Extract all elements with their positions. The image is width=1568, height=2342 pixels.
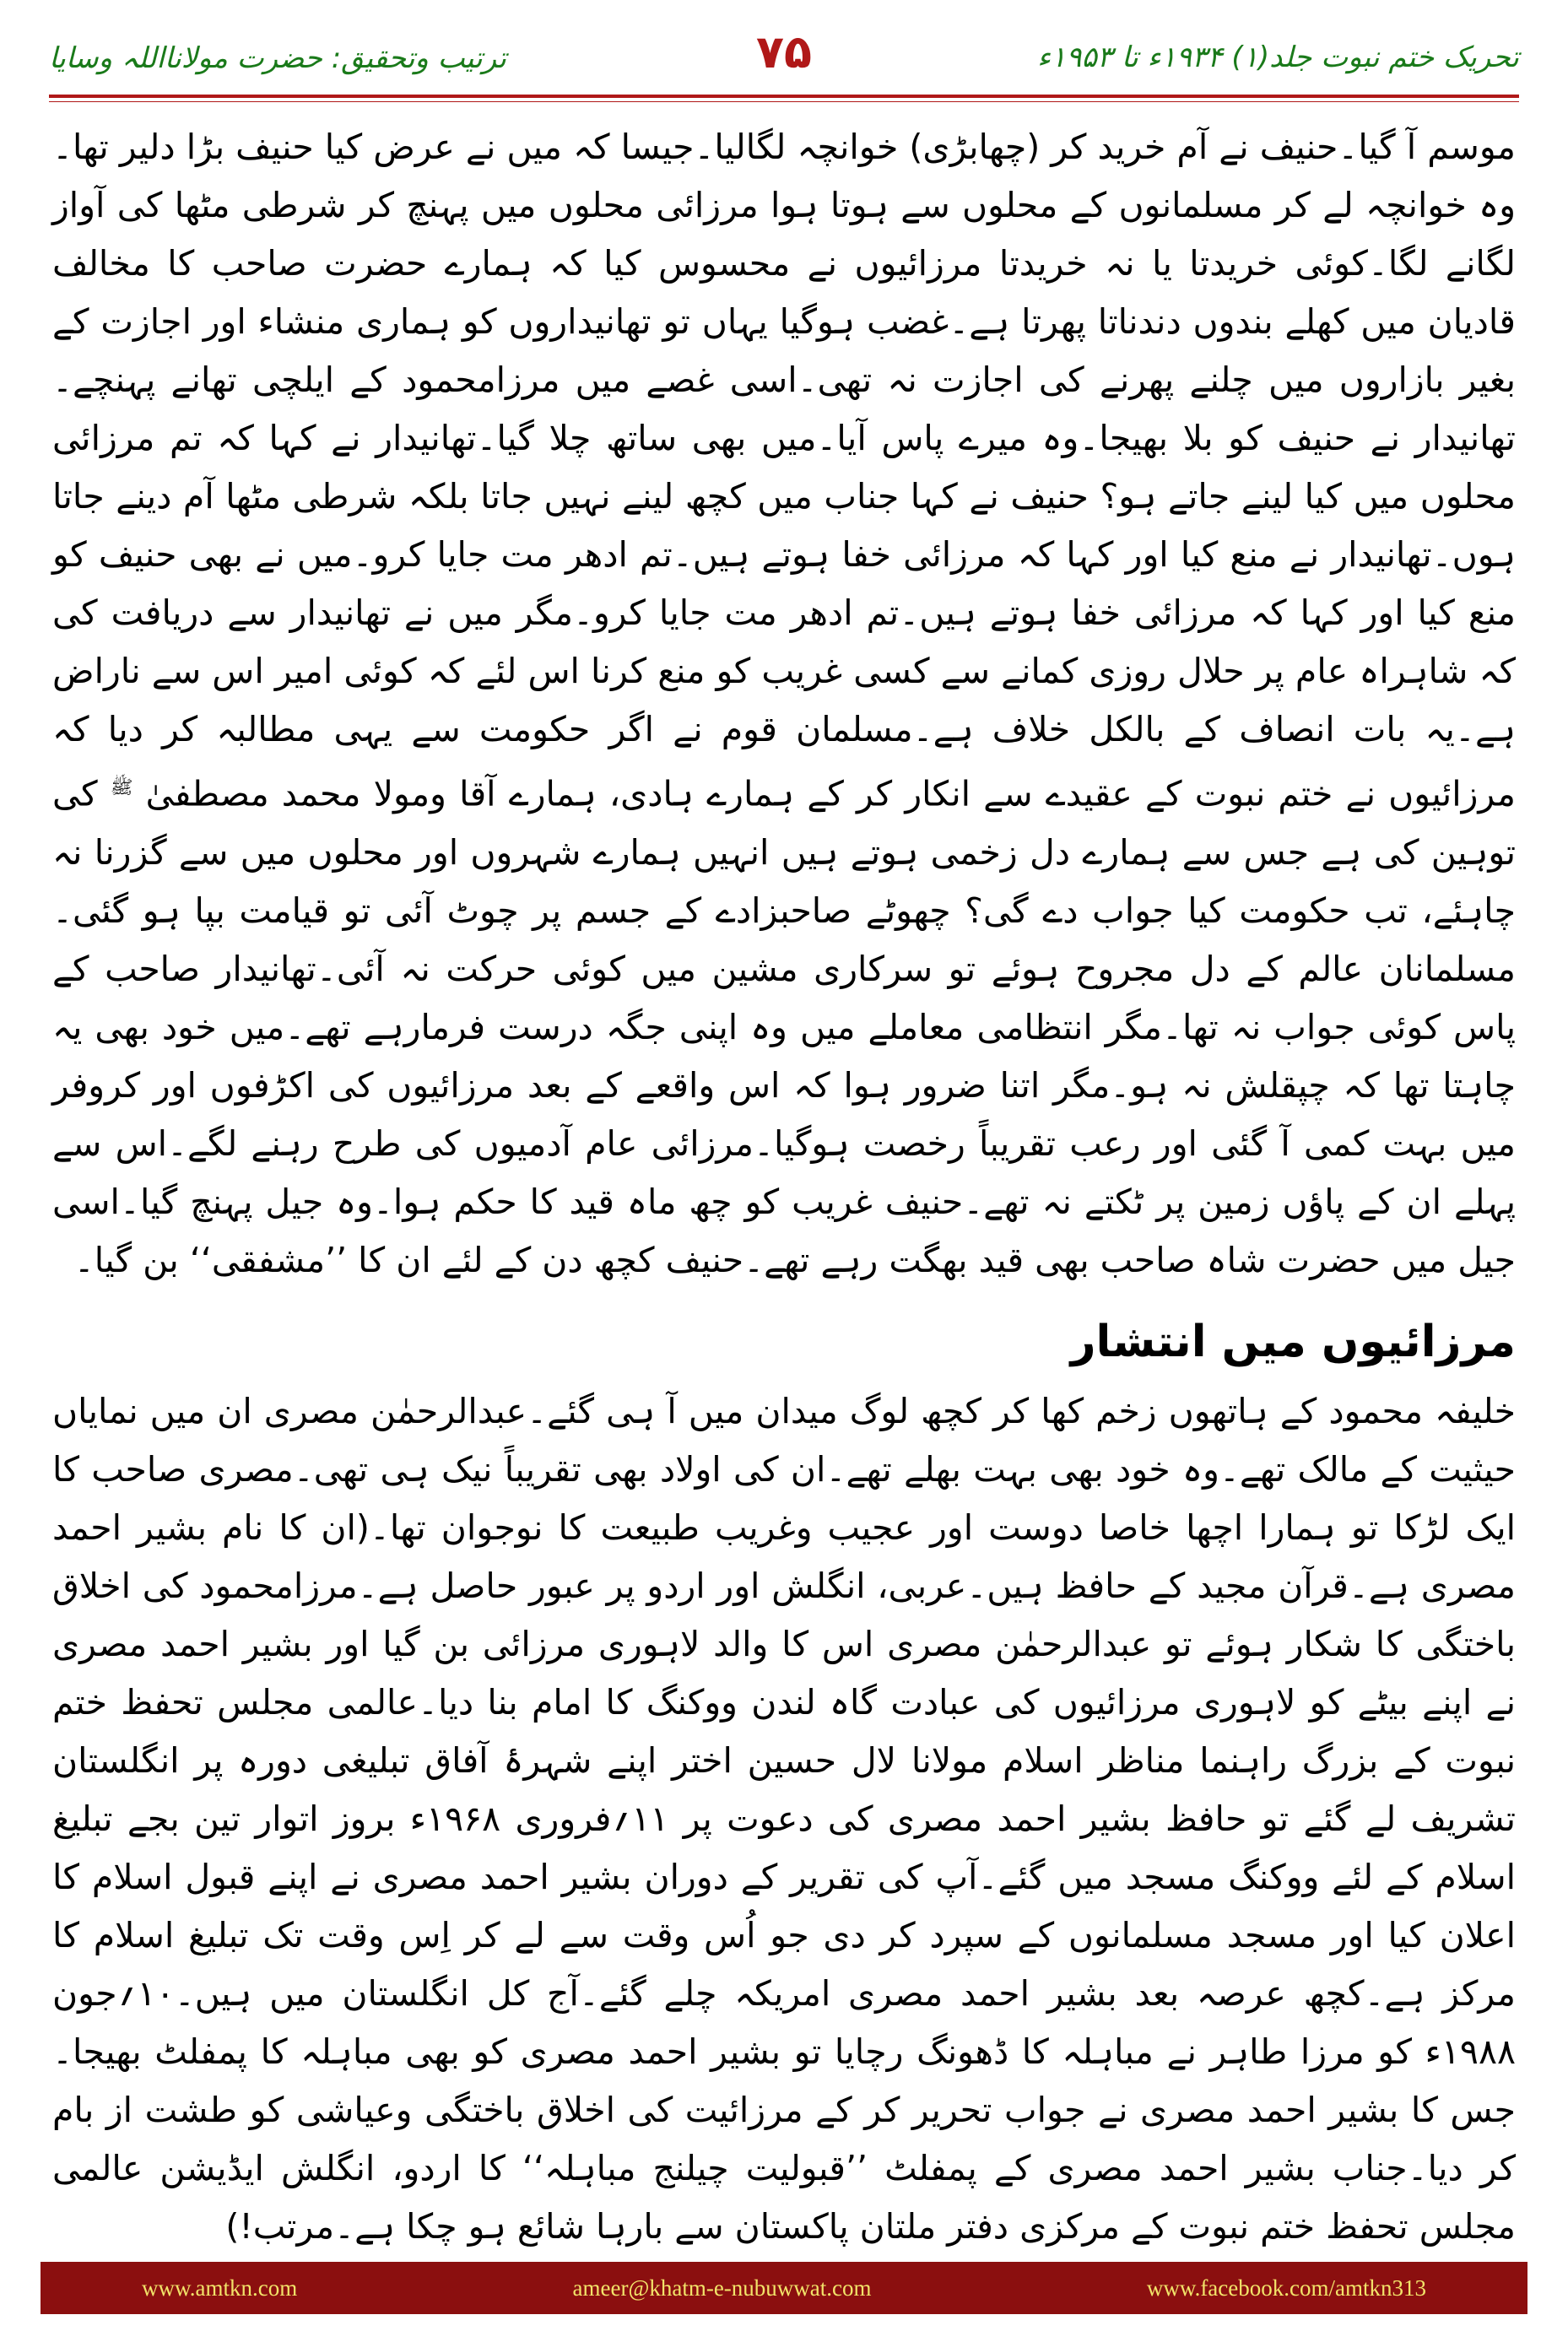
paragraph-1-continued: کی توہین کی ہے جس سے ہمارے دل زخمی ہوتے ہیں انہیں ہمارے شہروں اور محلوں میں سے گزرنا نہ چاہئے، تب حکومت کیا جواب دے گی؟ چھوٹے صاحبزادے کے جسم پر چوٹ آئی تو قیامت بپا ہو گئی۔مسلمانان عالم کے دل مجروح ہوئے تو سرکاری مشین میں کوئی حرکت نہ آئی۔تھانیدار صاحب کے پاس کوئی جواب نہ تھا۔مگر انتظامی معاملے میں وہ اپنی جگہ درست فرمارہے تھے۔میں خود بھی یہ چاہتا تھا کہ چپقلش نہ ہو۔مگر اتنا ضرور ہوا کہ اس واقعے کے بعد مرزائیوں کی اکڑفوں اور کروفر میں بہت کمی آ گئی اور رعب تقریباً رخصت ہوگیا۔مرزائی عام آدمیوں کی طرح رہنے لگے۔اس سے پہلے ان کے پاؤں زمین پر ٹکتے نہ تھے۔حنیف غریب کو چھ ماہ قید کا حکم ہوا۔وہ جیل پہنچ گیا۔اسی جیل میں حضرت شاہ صاحب بھی قید بھگت رہے تھے۔حنیف کچھ دن کے لئے ان کا ’’مشفقی‘‘ بن گیا۔ [52, 773, 1516, 1280]
book-title: تحریک ختم نبوت جلد(۱) ۱۹۳۴ء تا ۱۹۵۳ء [1037, 41, 1519, 74]
header-rule-thin [49, 101, 1519, 102]
section-heading: مرزائیوں میں انتشار [1070, 1316, 1516, 1367]
footer-facebook[interactable]: www.facebook.com/amtkn313 [1146, 2274, 1426, 2301]
footer-email[interactable]: ameer@khatm-e-nubuwwat.com [572, 2274, 872, 2301]
page-footer [41, 2262, 1527, 2314]
paragraph-1-text: موسم آ گیا۔حنیف نے آم خرید کر (چھابڑی) خوانچہ لگالیا۔جیسا کہ میں نے عرض کیا حنیف بڑا دلیر تھا۔وہ خوانچہ لے کر مسلمانوں کے محلوں سے ہوتا ہوا مرزائی محلوں میں پہنچ کر شرطی مٹھا کی آواز لگانے لگا۔کوئی خریدتا یا نہ خریدتا مرزائیوں نے محسوس کیا کہ ہمارے حضرت صاحب کا مخالف قادیان میں کھلے بندوں دندناتا پھرتا ہے۔غضب ہوگیا یہاں تو تھانیداروں کو ہماری منشاء اور اجازت کے بغیر بازاروں میں چلنے پھرنے کی اجازت نہ تھی۔اسی غصے میں مرزامحمود کے ایلچی تھانے پہنچے۔تھانیدار نے حنیف کو بلا بھیجا۔وہ میرے پاس آیا۔میں بھی ساتھ چلا گیا۔تھانیدار نے کہا کہ تم مرزائی محلوں میں کیا لینے جاتے ہو؟ حنیف نے کہا جناب میں کچھ لینے نہیں جاتا بلکہ شرطی مٹھا آم دینے جاتا ہوں۔تھانیدار نے منع کیا اور کہا کہ مرزائی خفا ہوتے ہیں۔تم ادھر مت جایا کرو۔میں نے بھی حنیف کو منع کیا اور کہا کہ مرزائی خفا ہوتے ہیں۔تم ادھر مت جایا کرو۔مگر میں نے تھانیدار سے دریافت کی کہ شاہراہ عام پر حلال روزی کمانے سے کسی غریب کو منع کرنا اس لئے کہ کوئی امیر اس سے ناراض ہے۔یہ بات انصاف کے بالکل خلاف ہے۔مسلمان قوم نے اگر حکومت سے یہی مطالبہ کر دیا کہ مرزائیوں نے ختم نبوت کے عقیدے سے انکار کر کے ہمارے ہادی، ہمارے آقا ومولا محمد مصطفیٰ [52, 127, 1516, 814]
page-body [52, 118, 1516, 2256]
paragraph-2: خلیفہ محمود کے ہاتھوں زخم کھا کر کچھ لوگ میدان میں آ ہی گئے۔عبدالرحمٰن مصری ان میں نمایاں حیثیت کے مالک تھے۔وہ خود بھی بہت بھلے تھے۔ان کی اولاد بھی تقریباً نیک ہی تھی۔مصری صاحب کا ایک لڑکا تو ہمارا اچھا خاصا دوست اور عجیب وغریب طبیعت کا نوجوان تھا۔(ان کا نام بشیر احمد مصری ہے۔قرآن مجید کے حافظ ہیں۔عربی، انگلش اور اردو پر عبور حاصل ہے۔مرزامحمود کی اخلاق باختگی کا شکار ہوئے تو عبدالرحمٰن مصری اس کا والد لاہوری مرزائی بن گیا اور بشیر احمد مصری نے اپنے بیٹے کو لاہوری مرزائیوں کی عبادت گاہ لندن ووکنگ کا امام بنا دیا۔عالمی مجلس تحفظ ختم نبوت کے بزرگ راہنما مناظر اسلام مولانا لال حسین اختر اپنے شہرۂ آفاق تبلیغی دورہ پر انگلستان تشریف لے گئے تو حافظ بشیر احمد مصری کی دعوت پر ۱۱؍فروری ۱۹۶۸ء بروز اتوار تین بجے تبلیغ اسلام کے لئے ووکنگ مسجد میں گئے۔آپ کی تقریر کے دوران بشیر احمد مصری نے اپنے قبول اسلام کا اعلان کیا اور مسجد مسلمانوں کے سپرد کر دی جو اُس وقت سے لے کر اِس وقت تک تبلیغ اسلام کا مرکز ہے۔کچھ عرصہ بعد بشیر احمد مصری امریکہ چلے گئے۔آج کل انگلستان میں ہیں۔۱۰؍جون ۱۹۸۸ء کو مرزا طاہر نے مباہلہ کا ڈھونگ رچایا تو بشیر احمد مصری کو بھی مباہلہ کا پمفلٹ بھیجا۔جس کا بشیر احمد مصری نے جواب تحریر کر کے مرزائیت کی اخلاق باختگی وعیاشی کو طشت از بام کر دیا۔جناب بشیر احمد مصری کے پمفلٹ ’’قبولیت چیلنج مباہلہ‘‘ کا اردو، انگلش ایڈیشن عالمی مجلس تحفظ ختم نبوت کے مرکزی دفتر ملتان پاکستان سے بارہا شائع ہو چکا ہے۔مرتب!) [52, 1390, 1517, 2247]
compiler-credit: ترتیب وتحقیق: حضرت مولانااللہ وسایا [49, 41, 506, 75]
pbuh-symbol: ﷺ [110, 777, 133, 798]
header-rule [49, 95, 1519, 98]
page-number: ۷۵ [756, 25, 812, 78]
paragraph-1 [52, 118, 1516, 1290]
page-header [49, 25, 1519, 93]
footer-website[interactable]: www.amtkn.com [142, 2274, 298, 2301]
